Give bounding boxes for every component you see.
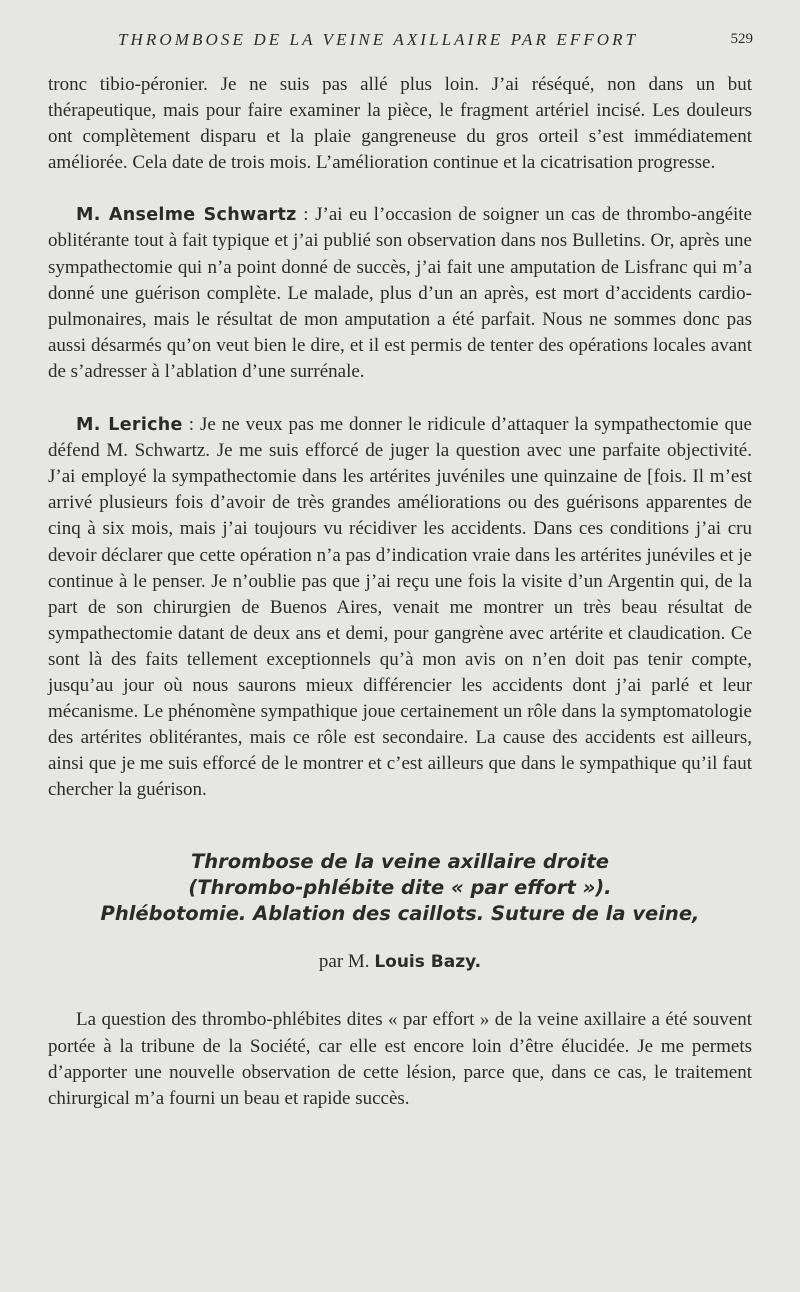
page-body: [48, 72, 752, 1112]
running-header: [0, 30, 800, 54]
heading-line: Phlébotomie. Ablation des caillots. Suture de la veine,: [100, 902, 700, 926]
heading-line: Thrombose de la veine axillaire droite: [190, 850, 610, 874]
paragraph-text: : J’ai eu l’occasion de soigner un cas de thrombo-angéite oblitérante tout à fait typique et j’ai publié son observation dans nos Bulletins. Or, après une sympathectomie qui n’a point donné de succès, j’ai fait une amputation de Lisfranc qui m’a donné une guérison complète. Le malade, plus d’un an après, est mort d’accidents cardio-pulmonaires, mais le résultat de mon amputation a été parfait. Nous ne sommes donc pas aussi désarmés qu’on veut bien le dire, et il est permis de tenter des opérations locales avant de s’adresser à l’ablation d’une surrénale.: [48, 204, 752, 382]
author-name: Louis Bazy.: [374, 952, 482, 973]
author-byline: [48, 949, 752, 975]
running-title: THROMBOSE DE LA VEINE AXILLAIRE PAR EFFORT: [118, 30, 639, 49]
paragraph-leriche: [48, 412, 752, 803]
paragraph-text: : Je ne veux pas me donner le ridicule d’attaquer la sympathectomie que défend M. Schwartz. Je me suis efforcé de juger la question avec une parfaite objectivité. J’ai employé la sympathectomie dans les artérites juvéniles une quinzaine de [fois. Il m’est arrivé plusieurs fois d’avoir de très grandes améliorations ou des guérisons apparentes de cinq à six mois, mais j’ai toujours vu récidiver les accidents. Dans ces conditions j’ai cru devoir déclarer que cette opération n’a pas d’indication vraie dans les artérites junéviles et je continue à le penser. Je n’oublie pas que j’ai reçu une fois la visite d’un Argentin qui, de la part de son chirurgien de Buenos Aires, venait me montrer un très beau résultat de sympathectomie datant de deux ans et demi, pour gangrène avec artérite et claudication. Ce sont là des faits tellement exceptionnels qu’à mon avis on n’en doit pas tenir compte, jusqu’au jour où nous saurons mieux différencier les accidents dont j’ai parlé et leur mécanisme. Le phénomène sympathique joue certainement un rôle dans la symptomatologie des artérites oblitérantes, mais ce rôle est secondaire. La cause des accidents est ailleurs, ainsi que je me suis efforcé de le montrer et c’est ailleurs que dans le sympathique qu’il faut chercher la guérison.: [48, 414, 752, 801]
byline-prefix: par M.: [318, 951, 375, 973]
paragraph-continuation: tronc tibio-péronier. Je ne suis pas allé plus loin. J’ai réséqué, non dans un but thérapeutique, mais pour faire examiner la pièce, le fragment artériel incisé. Les douleurs ont complètement disparu et la plaie gangreneuse du gros orteil s’est immédiatement améliorée. Cela date de trois mois. L’amélioration continue et la cicatrisation progresse.: [48, 74, 752, 174]
speaker-name: M. Anselme Schwartz: [76, 205, 297, 226]
paragraph-bazy: La question des thrombo-phlébites dites « par effort » de la veine axillaire a été souvent portée à la tribune de la Société, car elle est encore loin d’être élucidée. Je me permets d’apporter une nouvelle observation de cette lésion, parce que, dans ce cas, le traitement chirurgical m’a fourni un beau et rapide succès.: [48, 1009, 752, 1109]
section-heading: [48, 849, 752, 927]
paragraph-schwartz: [48, 202, 752, 385]
page-number: 529: [730, 31, 753, 47]
heading-line: (Thrombo-phlébite dite « par effort »).: [188, 876, 612, 900]
speaker-name: M. Leriche: [76, 415, 183, 436]
